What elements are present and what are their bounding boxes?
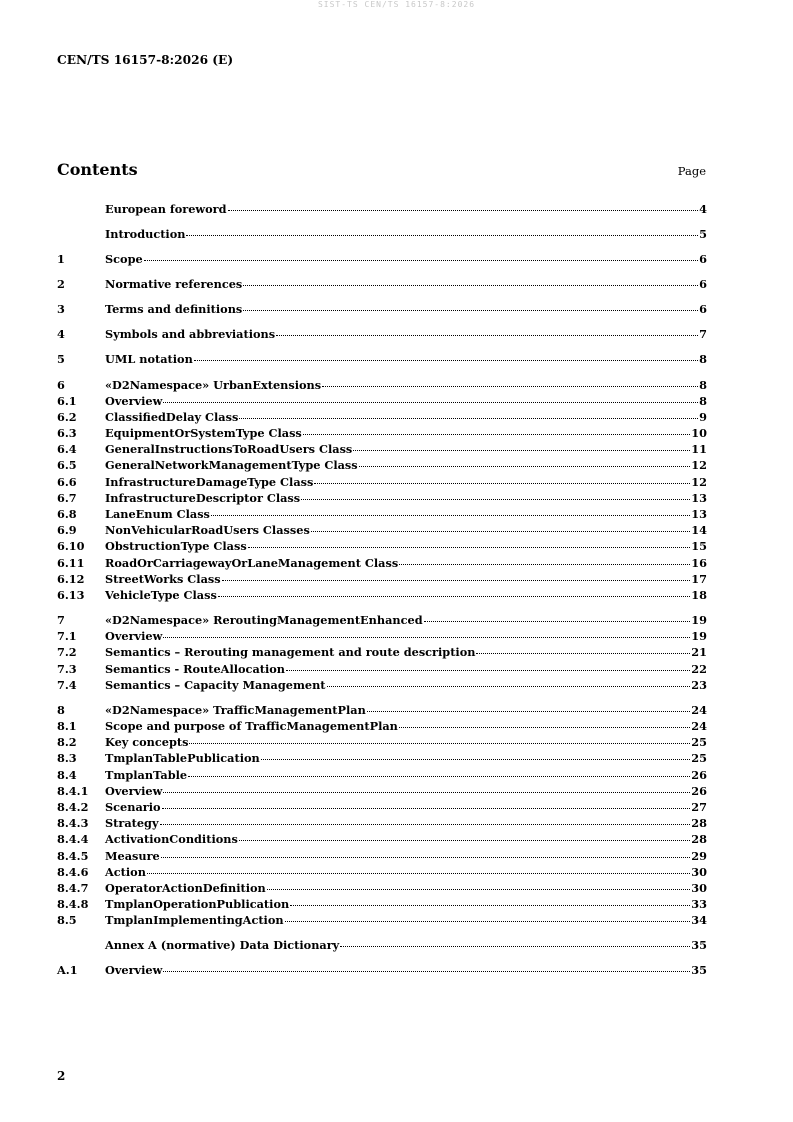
toc-entry-title: Annex A (normative) Data Dictionary [105, 938, 340, 953]
toc-entry-page: 30 [691, 880, 707, 895]
toc-entry[interactable] [57, 474, 707, 490]
toc-entry-title: ClassifiedDelay Class [105, 409, 239, 424]
toc-dot-leader [163, 784, 690, 793]
toc-entry-page: 4 [699, 202, 707, 216]
toc-dot-leader [290, 897, 690, 906]
toc-entry[interactable] [57, 538, 707, 554]
toc-entry-number: 7.4 [57, 677, 77, 692]
toc-entry[interactable] [57, 750, 707, 766]
page-number: 2 [57, 1069, 66, 1083]
toc-entry-page: 12 [691, 474, 707, 489]
toc-entry-number: 8.5 [57, 913, 77, 928]
toc-entry[interactable] [57, 457, 707, 473]
toc-entry-page: 21 [691, 645, 707, 660]
toc-entry-title: RoadOrCarriagewayOrLaneManagement Class [105, 555, 399, 570]
toc-entry-title: Symbols and abbreviations [105, 327, 276, 342]
toc-entry-number: 8.4.6 [57, 864, 89, 879]
toc-entry-number: 6 [57, 377, 65, 392]
toc-entry[interactable] [57, 506, 707, 522]
toc-entry[interactable] [57, 677, 707, 693]
toc-entry[interactable] [57, 351, 707, 367]
toc-entry-title: Strategy [105, 816, 159, 831]
toc-entry[interactable] [57, 783, 707, 799]
toc-entry-number: 7 [57, 613, 65, 628]
toc-entry[interactable] [57, 661, 707, 677]
toc-dot-leader [286, 662, 690, 671]
toc-entry[interactable] [57, 864, 707, 880]
toc-dot-leader [353, 442, 690, 451]
toc-entry[interactable] [57, 718, 707, 734]
toc-dot-leader [367, 703, 690, 712]
toc-dot-leader [163, 394, 698, 403]
toc-entry-title: GeneralInstructionsToRoadUsers Class [105, 442, 353, 457]
toc-entry-number: 8.4.8 [57, 897, 89, 912]
toc-entry-number: 7.1 [57, 629, 77, 644]
toc-entry-page: 25 [691, 735, 707, 750]
toc-entry[interactable] [57, 734, 707, 750]
toc-entry[interactable] [57, 441, 707, 457]
toc-entry-page: 33 [691, 897, 707, 912]
toc-entry[interactable] [57, 962, 707, 978]
toc-entry[interactable] [57, 226, 707, 242]
watermark: SIST-TS CEN/TS 16157-8:2026 [317, 0, 476, 9]
toc-entry-title: Introduction [105, 227, 186, 242]
toc-entry-page: 24 [691, 719, 707, 734]
toc-dot-leader [243, 302, 698, 311]
toc-entry-title: Normative references [105, 277, 243, 292]
toc-entry-number: 6.2 [57, 409, 77, 424]
toc-entry-title: ActivationConditions [105, 832, 238, 847]
toc-entry-page: 25 [691, 751, 707, 766]
toc-entry-title: InfrastructureDescriptor Class [105, 490, 301, 505]
toc-entry[interactable] [57, 799, 707, 815]
toc-entry-page: 16 [691, 555, 707, 570]
toc-dot-leader [194, 352, 698, 361]
toc-entry-number: 8.1 [57, 719, 77, 734]
toc-entry[interactable] [57, 393, 707, 409]
toc-entry[interactable] [57, 555, 707, 571]
toc-entry-page: 28 [691, 816, 707, 831]
toc-entry-page: 30 [691, 864, 707, 879]
toc-entry-title: TmplanTable [105, 767, 188, 782]
toc-entry-number: 6.5 [57, 458, 77, 473]
toc-entry[interactable] [57, 880, 707, 896]
toc-entry-page: 35 [691, 963, 707, 978]
toc-entry-number: A.1 [57, 963, 78, 978]
toc-entry-page: 19 [691, 629, 707, 644]
toc-entry-title: InfrastructureDamageType Class [105, 474, 314, 489]
toc-entry-page: 8 [699, 377, 707, 392]
toc-dot-leader [399, 556, 690, 565]
toc-entry[interactable] [57, 409, 707, 425]
toc-entry-title: Action [105, 864, 146, 879]
toc-entry[interactable] [57, 490, 707, 506]
toc-entry-number: 7.2 [57, 645, 77, 660]
toc-entry-number: 7.3 [57, 661, 77, 676]
toc-entry-page: 26 [691, 783, 707, 798]
toc-entry-title: Key concepts [105, 735, 189, 750]
toc-dot-leader [424, 613, 691, 622]
toc-dot-leader [327, 678, 691, 687]
toc-entry[interactable] [57, 251, 707, 267]
toc-entry-number: 6.9 [57, 523, 77, 538]
toc-entry-page: 8 [699, 393, 707, 408]
toc-entry-page: 13 [691, 490, 707, 505]
toc-entry-number: 6.13 [57, 587, 85, 602]
toc-dot-leader [267, 881, 691, 890]
toc-entry[interactable] [57, 644, 707, 660]
toc-dot-leader [147, 865, 690, 874]
toc-dot-leader [311, 523, 690, 532]
toc-entry-number: 8.3 [57, 751, 77, 766]
toc-entry-page: 34 [691, 913, 707, 928]
toc-entry-page: 7 [699, 327, 707, 342]
toc-entry-page: 17 [691, 571, 707, 586]
toc-entry-page: 5 [699, 227, 707, 242]
toc-entry[interactable] [57, 276, 707, 292]
toc-entry-page: 35 [691, 938, 707, 953]
toc-entry-page: 14 [691, 523, 707, 538]
toc-entry[interactable] [57, 425, 707, 441]
toc-entry[interactable] [57, 326, 707, 342]
toc-entry-title: «D2Namespace» ReroutingManagementEnhanced [105, 613, 423, 628]
toc-entry-number: 3 [57, 302, 65, 317]
toc-dot-leader [161, 849, 691, 858]
toc-entry[interactable] [57, 628, 707, 644]
toc-entry-title: Overview [105, 629, 163, 644]
toc-entry-number: 6.6 [57, 474, 77, 489]
table-of-contents [57, 201, 707, 979]
toc-dot-leader [261, 751, 691, 760]
toc-entry[interactable] [57, 896, 707, 912]
toc-dot-leader [285, 913, 691, 922]
toc-dot-leader [160, 816, 691, 825]
toc-dot-leader [211, 507, 690, 516]
toc-entry[interactable] [57, 377, 707, 393]
toc-entry-page: 6 [699, 252, 707, 267]
toc-dot-leader [399, 719, 690, 728]
toc-entry-title: European foreword [105, 202, 227, 216]
toc-entry-number: 8.2 [57, 735, 77, 750]
toc-entry-page: 29 [691, 848, 707, 863]
toc-entry-number: 6.12 [57, 571, 85, 586]
toc-entry-title: Semantics – Capacity Management [105, 677, 326, 692]
toc-dot-leader [301, 491, 690, 500]
toc-entry[interactable] [57, 587, 707, 603]
toc-dot-leader [476, 645, 690, 654]
toc-entry-number: 5 [57, 352, 65, 367]
toc-entry-title: TmplanOperationPublication [105, 897, 290, 912]
toc-entry-title: «D2Namespace» UrbanExtensions [105, 377, 322, 392]
toc-entry-title: EquipmentOrSystemType Class [105, 426, 302, 441]
toc-entry-page: 8 [699, 352, 707, 367]
toc-entry-number: 1 [57, 252, 65, 267]
toc-dot-leader [218, 588, 690, 597]
toc-entry-page: 13 [691, 507, 707, 522]
toc-entry-title: Semantics - RouteAllocation [105, 661, 286, 676]
toc-entry[interactable] [57, 702, 707, 718]
toc-entry-title: VehicleType Class [105, 587, 217, 602]
toc-entry[interactable] [57, 612, 707, 628]
toc-entry-title: Measure [105, 848, 160, 863]
toc-entry-page: 10 [691, 426, 707, 441]
toc-entry-number: 8 [57, 702, 65, 717]
toc-entry-number: 6.1 [57, 393, 77, 408]
toc-entry-title: Scope [105, 252, 143, 267]
toc-dot-leader [222, 572, 691, 581]
document-id: CEN/TS 16157-8:2026 (E) [57, 53, 234, 67]
toc-entry-title: «D2Namespace» TrafficManagementPlan [105, 702, 366, 717]
toc-dot-leader [162, 800, 691, 809]
toc-entry-page: 24 [691, 702, 707, 717]
toc-entry-number: 4 [57, 327, 65, 342]
toc-entry[interactable] [57, 522, 707, 538]
toc-entry-title: StreetWorks Class [105, 571, 221, 586]
toc-dot-leader [248, 539, 691, 548]
toc-entry-title: NonVehicularRoadUsers Classes [105, 523, 310, 538]
toc-entry-title: TmplanImplementingAction [105, 913, 284, 928]
toc-entry[interactable] [57, 767, 707, 783]
toc-entry-number: 2 [57, 277, 65, 292]
toc-entry-title: Terms and definitions [105, 302, 243, 317]
toc-entry-number: 6.8 [57, 507, 77, 522]
toc-entry-page: 11 [691, 442, 707, 457]
toc-dot-leader [188, 768, 690, 777]
toc-entry-number: 8.4.7 [57, 880, 89, 895]
toc-entry[interactable] [57, 937, 707, 953]
toc-entry[interactable] [57, 201, 707, 217]
toc-entry-title: Scope and purpose of TrafficManagementPlan [105, 719, 398, 734]
toc-dot-leader [189, 735, 690, 744]
toc-dot-leader [314, 475, 690, 484]
toc-entry-title: OperatorActionDefinition [105, 880, 266, 895]
toc-entry-number: 8.4.5 [57, 848, 89, 863]
toc-entry-page: 28 [691, 832, 707, 847]
toc-dot-leader [163, 629, 690, 638]
toc-entry-number: 6.3 [57, 426, 77, 441]
toc-dot-leader [186, 227, 698, 236]
toc-entry-number: 8.4 [57, 767, 77, 782]
toc-entry-title: Overview [105, 963, 163, 978]
page-column-label: Page [677, 164, 706, 178]
toc-entry-page: 27 [691, 800, 707, 815]
toc-entry-number: 6.10 [57, 539, 85, 554]
toc-dot-leader [322, 378, 698, 387]
toc-entry-page: 18 [691, 587, 707, 602]
toc-entry-number: 6.11 [57, 555, 85, 570]
toc-entry[interactable] [57, 831, 707, 847]
toc-entry-title: GeneralNetworkManagementType Class [105, 458, 358, 473]
toc-entry-page: 19 [691, 613, 707, 628]
toc-dot-leader [340, 938, 690, 947]
toc-entry[interactable] [57, 301, 707, 317]
toc-dot-leader [276, 327, 698, 336]
toc-dot-leader [144, 252, 698, 261]
toc-dot-leader [239, 832, 690, 841]
toc-entry-page: 22 [691, 661, 707, 676]
toc-entry-number: 8.4.3 [57, 816, 89, 831]
toc-dot-leader [239, 410, 698, 419]
toc-entry-title: Overview [105, 783, 163, 798]
toc-entry-title: ObstructionType Class [105, 539, 247, 554]
toc-entry-page: 6 [699, 302, 707, 317]
toc-dot-leader [303, 426, 690, 435]
toc-entry-number: 8.4.1 [57, 783, 89, 798]
toc-entry-page: 23 [691, 677, 707, 692]
toc-entry-number: 6.7 [57, 490, 77, 505]
toc-entry-title: UML notation [105, 352, 193, 367]
toc-dot-leader [163, 963, 690, 972]
toc-entry-page: 6 [699, 277, 707, 292]
toc-entry-title: TmplanTablePublication [105, 751, 260, 766]
toc-entry[interactable] [57, 912, 707, 928]
toc-entry[interactable] [57, 815, 707, 831]
toc-entry-title: Scenario [105, 800, 161, 815]
toc-entry-page: 15 [691, 539, 707, 554]
toc-entry-title: Overview [105, 393, 163, 408]
toc-entry-number: 8.4.2 [57, 800, 89, 815]
toc-dot-leader [228, 202, 699, 211]
toc-entry-title: Semantics – Rerouting management and route description [105, 645, 476, 660]
toc-entry-page: 26 [691, 767, 707, 782]
toc-dot-leader [243, 277, 698, 286]
toc-entry[interactable] [57, 848, 707, 864]
toc-entry-number: 6.4 [57, 442, 77, 457]
toc-entry-page: 9 [699, 409, 707, 424]
toc-entry-page: 12 [691, 458, 707, 473]
toc-dot-leader [359, 458, 691, 467]
toc-entry[interactable] [57, 571, 707, 587]
toc-entry-number: 8.4.4 [57, 832, 89, 847]
toc-entry-title: LaneEnum Class [105, 507, 210, 522]
contents-title: Contents [57, 160, 138, 179]
